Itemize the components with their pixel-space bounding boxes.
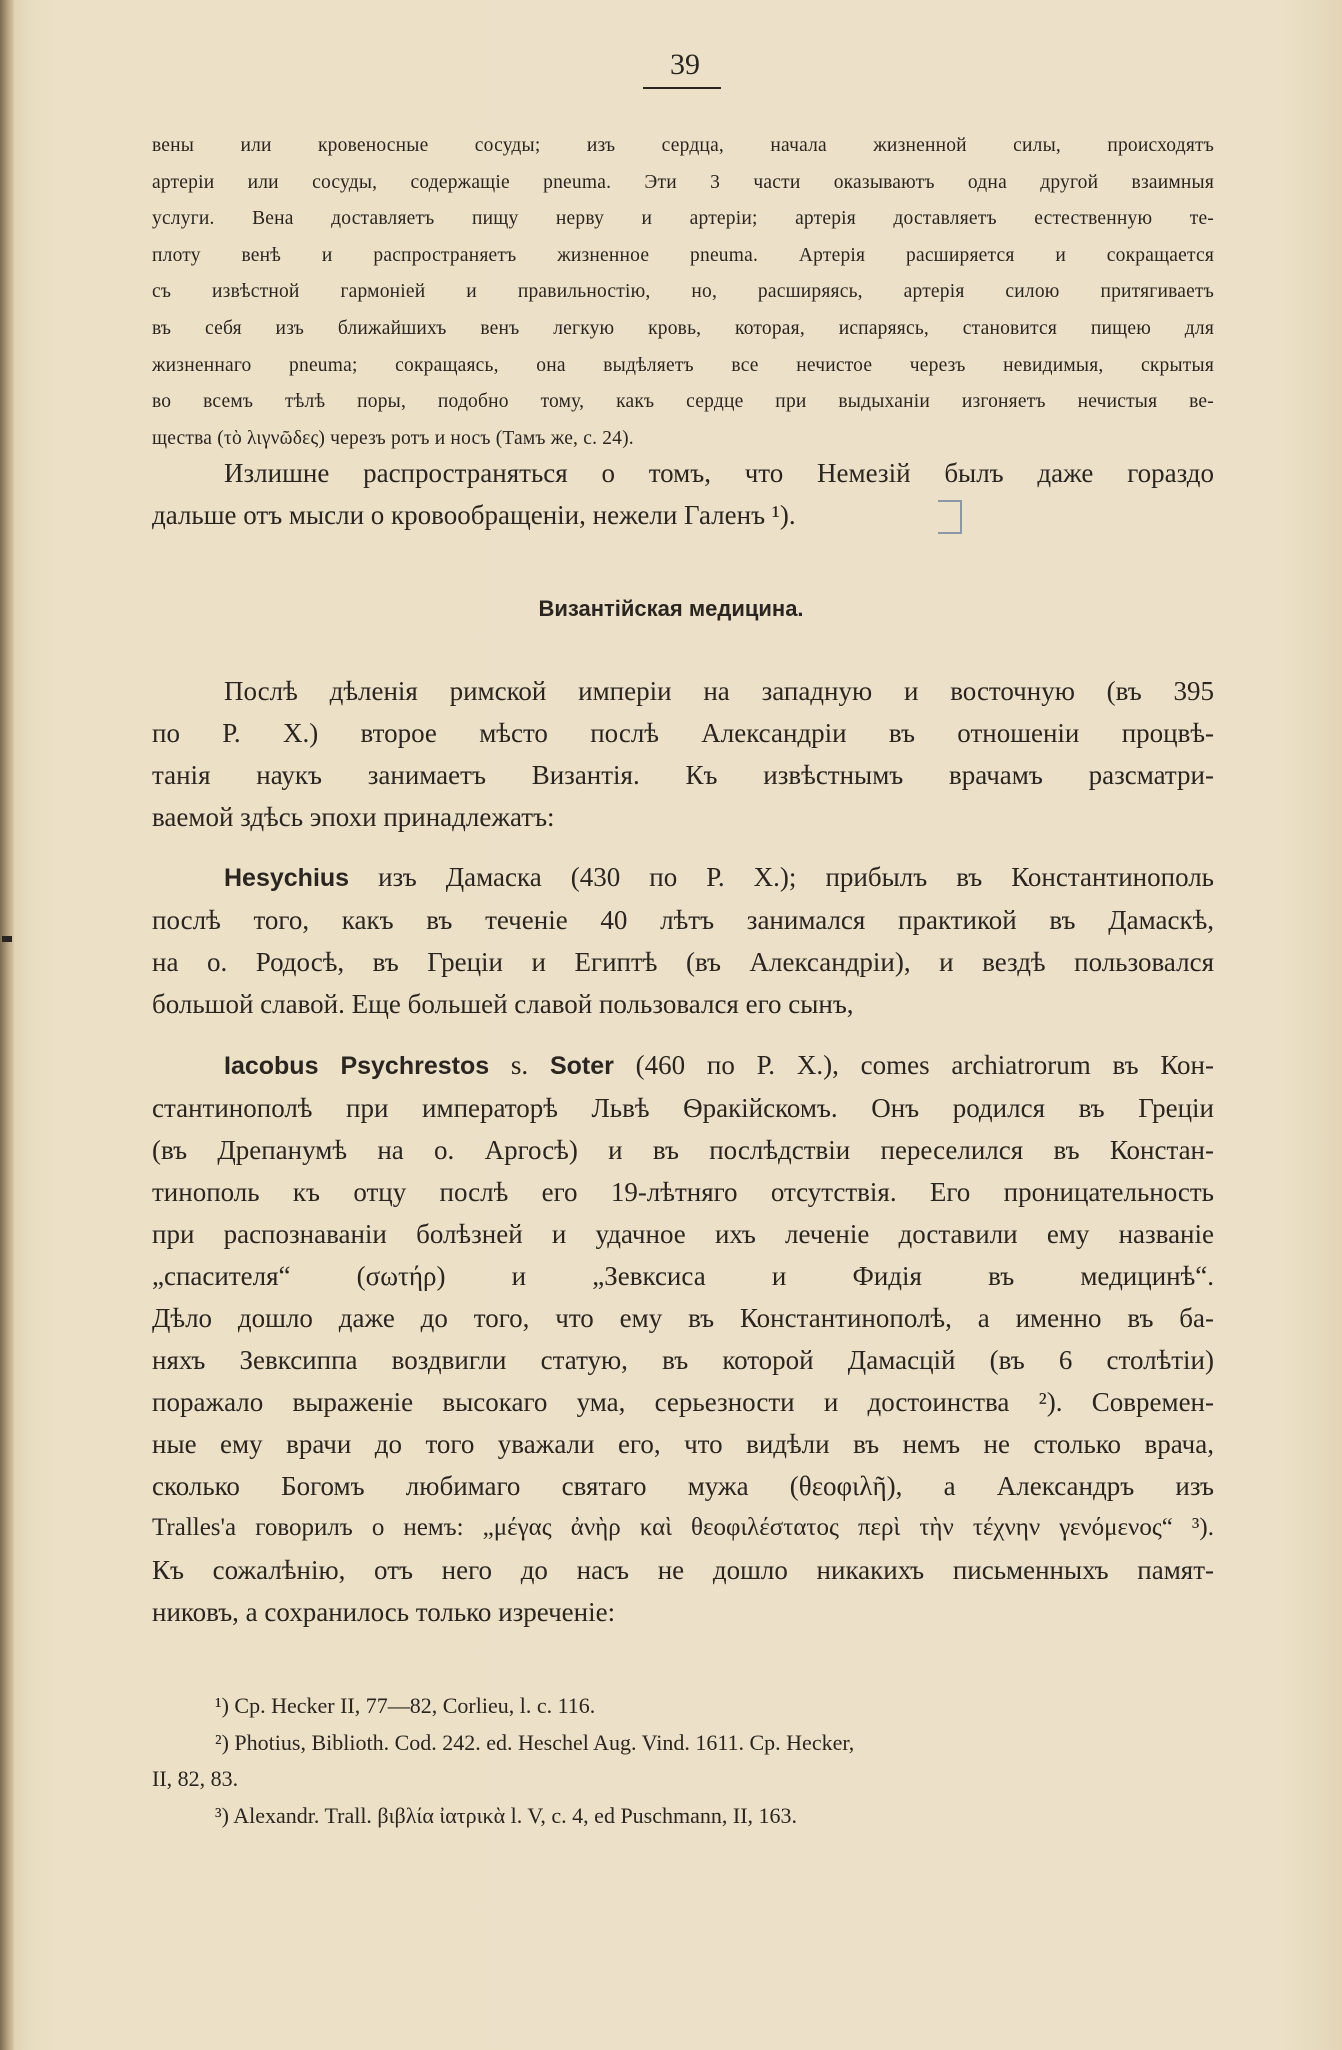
text-line: послѣ того, какъ въ теченіе 40 лѣтъ занимался практикой въ Дамаскѣ,: [152, 905, 1214, 935]
paragraph-nemesius: [152, 452, 1214, 536]
text-line: Дѣло дошло даже до того, что ему въ Константинополѣ, а именно въ ба-: [152, 1303, 1214, 1333]
footnote: ²) Photius, Biblioth. Cod. 242. ed. Heschel Aug. Vind. 1611. Ср. Hecker,: [215, 1729, 855, 1755]
text-line: „спасителя“ (σωτήρ) и „Зевксиса и Фидія въ медицинѣ“.: [152, 1261, 1214, 1291]
text-line: по Р. Х.) второе мѣсто послѣ Александріи въ отношеніи процвѣ-: [152, 718, 1214, 748]
quoted-passage: [152, 128, 1214, 457]
quote-line: вены или кровеносные сосуды; изъ сердца, начала жизненной силы, происходятъ: [152, 135, 1214, 156]
text-line: стантинополѣ при императорѣ Львѣ Ѳракійскомъ. Онъ родился въ Греціи: [152, 1093, 1214, 1123]
text-line: дальше отъ мысли о кровообращеніи, нежели Галенъ ¹).: [152, 500, 796, 530]
quote-line: жизненнаго pneuma; сокращаясь, она выдѣляетъ все нечистое черезъ невидимыя, скрытыя: [152, 354, 1214, 376]
person-name: Iacobus Psychrestos: [224, 1052, 490, 1080]
text-line: Послѣ дѣленія римской имперіи на западную и восточную (въ 395: [224, 676, 1214, 706]
text-line: (въ Дрепанумѣ на о. Аргосѣ) и въ послѣдствіи переселился въ Констан-: [152, 1135, 1214, 1165]
text-line: никовъ, а сохранилось только изреченіе:: [152, 1597, 616, 1627]
paragraph-iacobus: [152, 1044, 1214, 1633]
quote-line: щества (τὸ λιγνῶδες) черезъ ротъ и носъ (Тамъ же, с. 24).: [152, 427, 634, 449]
quote-line: съ извѣстной гармоніей и правильностію, но, расширяясь, артерія силою притягиваетъ: [152, 281, 1214, 303]
text-line: ваемой здѣсь эпохи принадлежатъ:: [152, 802, 555, 832]
person-name: Hesychius: [224, 864, 350, 892]
text-line: няхъ Зевксиппа воздвигли статую, въ которой Дамасцій (въ 6 столѣтіи): [152, 1345, 1214, 1375]
text-line: тинополь къ отцу послѣ его 19-лѣтняго отсутствія. Его проницательность: [152, 1177, 1214, 1207]
text-line: при распознаваніи болѣзней и удачное ихъ леченіе доставили ему названіе: [152, 1219, 1214, 1249]
text-line: Iacobus Psychrestos s. Soter (460 по Р. Х.), comes archiatrorum въ Кон-: [224, 1050, 1214, 1080]
text-line: большой славой. Еще большей славой пользовался его сынъ,: [152, 989, 854, 1019]
text-line: Излишне распространяться о томъ, что Немезій былъ даже гораздо: [224, 458, 1214, 488]
text-line: поражало выраженіе высокаго ума, серьезности и достоинства ²). Современ-: [152, 1387, 1214, 1417]
section-heading: Византійская медицина.: [538, 596, 804, 621]
page-number: 39: [670, 48, 700, 81]
quote-line: плоту венѣ и распространяетъ жизненное pneuma. Артерія расширяется и сокращается: [152, 244, 1214, 266]
margin-mark: [2, 936, 12, 942]
quote-line: во всемъ тѣлѣ поры, подобно тому, какъ сердце при выдыханіи изгоняетъ нечистыя ве-: [152, 391, 1214, 413]
page-number-rule: [643, 87, 721, 89]
text-line: на о. Родосѣ, въ Греціи и Египтѣ (въ Александріи), и вездѣ пользовался: [152, 947, 1214, 977]
paragraph-hesychius: [152, 856, 1214, 1025]
footnote: ¹) Ср. Hecker II, 77—82, Corlieu, l. c. 116.: [215, 1693, 596, 1718]
person-epithet: Soter: [549, 1052, 614, 1080]
text-line: танія наукъ занимаетъ Византія. Къ извѣстнымъ врачамъ разсматри-: [152, 760, 1214, 790]
footnote: ³) Alexandr. Trall. βιβλία ἰατρικὰ l. V, c. 4, ed Puschmann, II, 163.: [215, 1802, 798, 1828]
book-spine-shadow: [0, 0, 14, 2050]
text-line: сколько Богомъ любимаго святаго мужа (θεοφιλῆ), а Александръ изъ: [152, 1471, 1214, 1501]
paragraph-intro: [152, 670, 1214, 838]
text-line: Къ сожалѣнію, отъ него до насъ не дошло никакихъ письменныхъ памят-: [152, 1555, 1214, 1585]
text-line: Tralles'а говорилъ о немъ: „μέγας ἀνὴρ καὶ θεοφιλέστατος περὶ τὴν τέχνην γενόμενος“ ³).: [152, 1514, 1214, 1541]
text-line: ные ему врачи до того уважали его, что видѣли въ немъ не столько врача,: [152, 1429, 1214, 1459]
quote-line: артеріи или сосуды, содержащіе pneuma. Эти 3 части оказываютъ одна другой взаимныя: [152, 171, 1214, 193]
pencil-mark: [938, 500, 962, 534]
quote-line: услуги. Вена доставляетъ пищу нерву и артеріи; артерія доставляетъ естественную те-: [152, 208, 1214, 230]
text-line: Hesychius изъ Дамаска (430 по Р. Х.); прибылъ въ Константинополь: [224, 862, 1214, 892]
quote-line: въ себя изъ ближайшихъ венъ легкую кровь, которая, испаряясь, становится пищею для: [152, 317, 1214, 339]
footnote-continuation: II, 82, 83.: [152, 1766, 239, 1791]
footnotes: [152, 1688, 1215, 1834]
